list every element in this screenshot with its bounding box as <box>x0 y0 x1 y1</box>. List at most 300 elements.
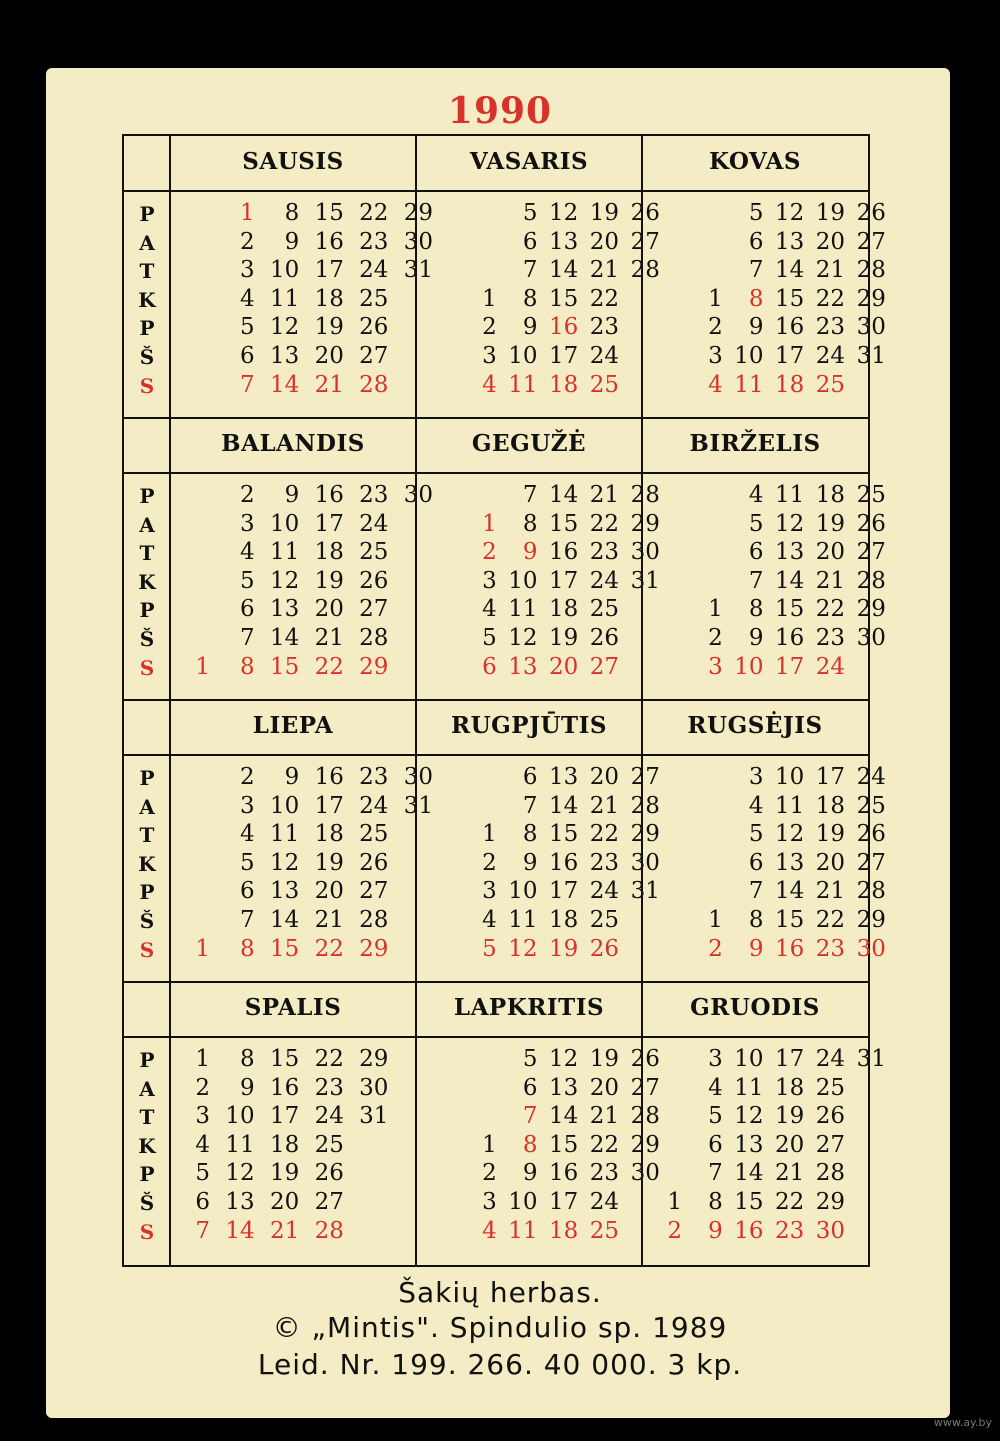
day-number: 19 <box>815 200 846 226</box>
grid-hline <box>124 981 868 983</box>
day-number: 12 <box>269 849 300 876</box>
day-number: 22 <box>314 653 344 680</box>
day-number: 31 <box>403 257 434 284</box>
day-number: 8 <box>522 1131 538 1158</box>
day-number: 24 <box>314 1103 344 1130</box>
day-number: 21 <box>314 625 344 651</box>
day-number: 22 <box>815 907 846 933</box>
day-number: 15 <box>549 821 579 848</box>
month-name: VASARIS <box>469 148 589 175</box>
weekday-label: P <box>139 598 155 623</box>
weekday-label: P <box>139 766 155 790</box>
day-number: 3 <box>748 764 764 790</box>
day-number: 8 <box>522 510 538 537</box>
day-number: 11 <box>775 482 805 508</box>
day-number: 2 <box>482 314 497 341</box>
day-number: 30 <box>403 764 434 790</box>
grid-hline <box>124 699 868 701</box>
day-number: 28 <box>815 1160 846 1187</box>
day-number: 19 <box>589 1046 620 1072</box>
day-number: 14 <box>775 567 805 594</box>
day-number: 12 <box>775 821 805 848</box>
weekday-label: P <box>139 1162 155 1187</box>
day-number: 14 <box>549 482 579 508</box>
day-number: 17 <box>314 792 344 819</box>
day-number: 3 <box>708 653 723 680</box>
day-number: 9 <box>522 849 538 876</box>
weekday-label: T <box>139 1105 155 1130</box>
day-number: 28 <box>630 257 660 284</box>
day-number: 10 <box>508 343 538 369</box>
day-number: 17 <box>775 343 805 369</box>
weekday-label: T <box>139 259 155 284</box>
day-number: 20 <box>269 1189 300 1215</box>
footer-title: Šakių herbas. <box>398 1276 602 1309</box>
day-number: 12 <box>775 510 805 537</box>
day-number: 20 <box>314 343 344 369</box>
day-number: 2 <box>195 1074 210 1101</box>
day-number: 10 <box>734 343 764 369</box>
day-number: 28 <box>314 1217 344 1244</box>
day-number: 12 <box>549 200 579 226</box>
day-number: 24 <box>589 567 620 594</box>
month-name: RUGPJŪTIS <box>450 712 608 739</box>
day-number: 23 <box>314 1074 344 1101</box>
day-number: 3 <box>482 343 497 369</box>
day-number: 21 <box>314 907 344 933</box>
day-number: 16 <box>549 1160 579 1187</box>
day-number: 29 <box>630 821 660 848</box>
weekday-label: K <box>138 1133 156 1158</box>
day-number: 19 <box>314 314 344 341</box>
day-number: 27 <box>856 228 886 255</box>
day-number: 7 <box>522 792 538 819</box>
day-number: 14 <box>549 792 579 819</box>
day-number: 31 <box>856 1046 886 1072</box>
day-number: 29 <box>630 1131 660 1158</box>
day-number: 3 <box>482 1189 497 1215</box>
day-number: 11 <box>269 821 300 848</box>
day-number: 30 <box>856 935 886 962</box>
day-number: 17 <box>314 510 344 537</box>
weekday-label: P <box>139 202 155 226</box>
day-number: 27 <box>359 878 389 905</box>
day-number: 25 <box>589 371 620 398</box>
day-number: 10 <box>734 653 764 680</box>
day-number: 22 <box>589 285 620 312</box>
day-number: 16 <box>734 1217 764 1244</box>
day-number: 28 <box>856 567 886 594</box>
day-number: 10 <box>508 1189 538 1215</box>
day-number: 28 <box>630 1103 660 1130</box>
day-number: 15 <box>775 285 805 312</box>
day-number: 9 <box>522 314 538 341</box>
grid-hline <box>124 417 868 419</box>
day-number: 30 <box>630 849 660 876</box>
day-number: 5 <box>522 1046 538 1072</box>
day-number: 13 <box>734 1131 764 1158</box>
day-number: 5 <box>482 935 497 962</box>
weekday-label: S <box>139 373 155 398</box>
day-number: 26 <box>359 849 389 876</box>
day-number: 16 <box>314 764 344 790</box>
day-number: 5 <box>748 200 764 226</box>
day-number: 27 <box>630 1074 660 1101</box>
day-number: 18 <box>815 482 846 508</box>
day-number: 15 <box>549 510 579 537</box>
day-number: 19 <box>269 1160 300 1187</box>
day-number: 7 <box>748 257 764 284</box>
day-number: 26 <box>630 200 660 226</box>
day-number: 5 <box>195 1160 210 1187</box>
day-number: 15 <box>775 596 805 623</box>
day-number: 7 <box>708 1160 723 1187</box>
day-number: 12 <box>269 567 300 594</box>
day-number: 12 <box>734 1103 764 1130</box>
day-number: 27 <box>589 653 620 680</box>
grid-header-line <box>124 754 868 756</box>
day-number: 20 <box>775 1131 805 1158</box>
day-number: 9 <box>522 1160 538 1187</box>
day-number: 14 <box>269 625 300 651</box>
day-number: 24 <box>589 343 620 369</box>
day-number: 8 <box>239 653 255 680</box>
day-number: 13 <box>269 343 300 369</box>
day-number: 21 <box>589 1103 620 1130</box>
weekday-label: A <box>139 230 155 255</box>
day-number: 11 <box>508 1217 538 1244</box>
day-number: 28 <box>630 482 660 508</box>
day-number: 1 <box>708 285 723 312</box>
day-number: 8 <box>748 907 764 933</box>
day-number: 30 <box>856 625 886 651</box>
day-number: 10 <box>269 257 300 284</box>
day-number: 8 <box>522 821 538 848</box>
day-number: 29 <box>856 285 886 312</box>
day-number: 3 <box>482 878 497 905</box>
day-number: 21 <box>815 878 846 905</box>
day-number: 20 <box>549 653 579 680</box>
day-number: 18 <box>269 1131 300 1158</box>
day-number: 28 <box>856 878 886 905</box>
day-number: 6 <box>522 228 538 255</box>
day-number: 16 <box>775 314 805 341</box>
day-number: 16 <box>314 228 344 255</box>
day-number: 19 <box>815 510 846 537</box>
day-number: 18 <box>314 539 344 566</box>
day-number: 21 <box>589 792 620 819</box>
day-number: 27 <box>359 596 389 623</box>
day-number: 7 <box>522 482 538 508</box>
day-number: 13 <box>508 653 538 680</box>
weekday-label: Š <box>139 627 155 651</box>
day-number: 25 <box>815 371 846 398</box>
day-number: 3 <box>195 1103 210 1130</box>
day-number: 29 <box>630 510 660 537</box>
day-number: 11 <box>225 1131 255 1158</box>
day-number: 4 <box>708 371 723 398</box>
day-number: 6 <box>195 1189 210 1215</box>
day-number: 14 <box>549 1103 579 1130</box>
day-number: 4 <box>748 482 764 508</box>
day-number: 21 <box>589 257 620 284</box>
weekday-label: A <box>139 1076 155 1101</box>
day-number: 18 <box>775 371 805 398</box>
day-number: 22 <box>589 1131 620 1158</box>
day-number: 26 <box>589 935 620 962</box>
day-number: 14 <box>775 257 805 284</box>
day-number: 26 <box>630 1046 660 1072</box>
day-number: 4 <box>239 821 255 848</box>
day-number: 1 <box>708 907 723 933</box>
day-number: 18 <box>314 285 344 312</box>
day-number: 14 <box>734 1160 764 1187</box>
day-number: 18 <box>815 792 846 819</box>
day-number: 8 <box>522 285 538 312</box>
day-number: 21 <box>815 567 846 594</box>
day-number: 29 <box>403 200 434 226</box>
day-number: 1 <box>195 1046 210 1072</box>
day-number: 25 <box>856 482 886 508</box>
day-number: 21 <box>589 482 620 508</box>
footer-print-info: Leid. Nr. 199. 266. 40 000. 3 kp. <box>257 1348 743 1381</box>
day-number: 25 <box>589 1217 620 1244</box>
day-number: 4 <box>239 285 255 312</box>
day-number: 4 <box>748 792 764 819</box>
day-number: 28 <box>630 792 660 819</box>
day-number: 24 <box>359 257 389 284</box>
day-number: 10 <box>269 792 300 819</box>
day-number: 16 <box>549 314 579 341</box>
day-number: 14 <box>775 878 805 905</box>
day-number: 21 <box>314 371 344 398</box>
day-number: 23 <box>589 849 620 876</box>
day-number: 8 <box>239 1046 255 1072</box>
day-number: 22 <box>314 1046 344 1072</box>
day-number: 25 <box>359 539 389 566</box>
weekday-label: K <box>138 287 156 312</box>
day-number: 28 <box>359 907 389 933</box>
day-number: 15 <box>314 200 344 226</box>
day-number: 15 <box>734 1189 764 1215</box>
day-number: 22 <box>815 285 846 312</box>
day-number: 17 <box>549 343 579 369</box>
day-number: 22 <box>314 935 344 962</box>
day-number: 4 <box>482 907 497 933</box>
day-number: 12 <box>508 625 538 651</box>
day-number: 6 <box>708 1131 723 1158</box>
day-number: 3 <box>239 257 255 284</box>
day-number: 11 <box>734 1074 764 1101</box>
day-number: 3 <box>239 510 255 537</box>
day-number: 9 <box>239 1074 255 1101</box>
day-number: 13 <box>549 228 579 255</box>
day-number: 25 <box>359 285 389 312</box>
day-number: 18 <box>775 1074 805 1101</box>
day-number: 2 <box>482 849 497 876</box>
day-number: 18 <box>549 596 579 623</box>
day-number: 14 <box>269 371 300 398</box>
day-number: 4 <box>708 1074 723 1101</box>
day-number: 20 <box>314 878 344 905</box>
day-number: 9 <box>284 482 300 508</box>
day-number: 19 <box>314 567 344 594</box>
day-number: 13 <box>225 1189 255 1215</box>
day-number: 26 <box>359 567 389 594</box>
day-number: 6 <box>748 228 764 255</box>
day-number: 10 <box>775 764 805 790</box>
watermark: www.ay.by <box>933 1416 992 1429</box>
day-number: 18 <box>549 371 579 398</box>
day-number: 25 <box>314 1131 344 1158</box>
day-number: 12 <box>269 314 300 341</box>
day-number: 15 <box>549 1131 579 1158</box>
day-number: 15 <box>269 653 300 680</box>
day-number: 6 <box>239 878 255 905</box>
day-number: 25 <box>856 792 886 819</box>
day-number: 13 <box>549 1074 579 1101</box>
day-number: 23 <box>359 764 389 790</box>
month-name: GEGUŽĖ <box>471 430 587 457</box>
day-number: 17 <box>775 653 805 680</box>
weekday-label: S <box>139 937 155 962</box>
weekday-label: Š <box>139 909 155 933</box>
day-number: 20 <box>815 539 846 566</box>
day-number: 22 <box>589 821 620 848</box>
day-number: 30 <box>359 1074 389 1101</box>
day-number: 31 <box>630 567 660 594</box>
day-number: 23 <box>359 228 389 255</box>
day-number: 6 <box>239 596 255 623</box>
day-number: 2 <box>482 1160 497 1187</box>
day-number: 20 <box>815 228 846 255</box>
day-number: 2 <box>239 482 255 508</box>
month-name: BALANDIS <box>221 430 365 457</box>
day-number: 11 <box>269 285 300 312</box>
day-number: 4 <box>239 539 255 566</box>
day-number: 29 <box>856 596 886 623</box>
day-number: 11 <box>508 596 538 623</box>
day-number: 13 <box>775 539 805 566</box>
day-number: 30 <box>630 539 660 566</box>
day-number: 8 <box>708 1189 723 1215</box>
day-number: 26 <box>815 1103 846 1130</box>
month-name: SAUSIS <box>242 148 344 175</box>
day-number: 18 <box>549 907 579 933</box>
day-number: 25 <box>589 907 620 933</box>
day-number: 9 <box>708 1217 723 1244</box>
day-number: 25 <box>815 1074 846 1101</box>
day-number: 9 <box>748 935 764 962</box>
day-number: 6 <box>522 764 538 790</box>
day-number: 5 <box>239 567 255 594</box>
day-number: 9 <box>284 764 300 790</box>
day-number: 4 <box>482 596 497 623</box>
day-number: 18 <box>549 1217 579 1244</box>
weekday-label: T <box>139 823 155 848</box>
day-number: 1 <box>239 200 255 226</box>
grid-header-line <box>124 1036 868 1038</box>
grid-header-line <box>124 472 868 474</box>
day-number: 17 <box>775 1046 805 1072</box>
day-number: 11 <box>508 907 538 933</box>
day-number: 2 <box>708 625 723 651</box>
day-number: 31 <box>856 343 886 369</box>
day-number: 2 <box>667 1217 682 1244</box>
day-number: 5 <box>482 625 497 651</box>
weekday-label: Š <box>139 345 155 369</box>
weekday-label: K <box>138 569 156 594</box>
day-number: 31 <box>403 792 434 819</box>
day-number: 22 <box>359 200 389 226</box>
day-number: 26 <box>856 200 886 226</box>
day-number: 12 <box>775 200 805 226</box>
day-number: 7 <box>522 1103 538 1130</box>
month-name: KOVAS <box>708 148 802 175</box>
day-number: 24 <box>359 792 389 819</box>
day-number: 15 <box>269 935 300 962</box>
day-number: 16 <box>269 1074 300 1101</box>
day-number: 28 <box>359 371 389 398</box>
day-number: 12 <box>549 1046 579 1072</box>
day-number: 1 <box>667 1189 682 1215</box>
day-number: 16 <box>314 482 344 508</box>
day-number: 10 <box>734 1046 764 1072</box>
day-number: 29 <box>359 653 389 680</box>
day-number: 2 <box>708 935 723 962</box>
day-number: 9 <box>748 625 764 651</box>
day-number: 19 <box>775 1103 805 1130</box>
month-name: GRUODIS <box>690 994 820 1021</box>
weekday-label: P <box>139 316 155 341</box>
day-number: 7 <box>522 257 538 284</box>
day-number: 2 <box>708 314 723 341</box>
day-number: 11 <box>508 371 538 398</box>
day-number: 19 <box>549 935 579 962</box>
weekday-label: P <box>139 484 155 508</box>
day-number: 26 <box>856 821 886 848</box>
day-number: 8 <box>239 935 255 962</box>
day-number: 10 <box>225 1103 255 1130</box>
day-number: 29 <box>856 907 886 933</box>
day-number: 16 <box>775 625 805 651</box>
day-number: 1 <box>708 596 723 623</box>
day-number: 29 <box>359 935 389 962</box>
day-number: 15 <box>549 285 579 312</box>
day-number: 19 <box>815 821 846 848</box>
weekday-label: Š <box>139 1191 155 1215</box>
weekday-label: P <box>139 1048 155 1072</box>
month-name: SPALIS <box>244 994 342 1021</box>
day-number: 9 <box>522 539 538 566</box>
day-number: 20 <box>589 228 620 255</box>
day-number: 13 <box>269 878 300 905</box>
day-number: 24 <box>589 1189 620 1215</box>
day-number: 4 <box>482 371 497 398</box>
day-number: 13 <box>549 764 579 790</box>
day-number: 17 <box>314 257 344 284</box>
day-number: 6 <box>748 539 764 566</box>
day-number: 10 <box>508 567 538 594</box>
calendar-grid <box>122 134 886 1267</box>
day-number: 31 <box>630 878 660 905</box>
day-number: 23 <box>815 314 846 341</box>
grid-header-line <box>124 190 868 192</box>
day-number: 7 <box>239 625 255 651</box>
day-number: 26 <box>314 1160 344 1187</box>
day-number: 5 <box>522 200 538 226</box>
day-number: 8 <box>748 285 764 312</box>
